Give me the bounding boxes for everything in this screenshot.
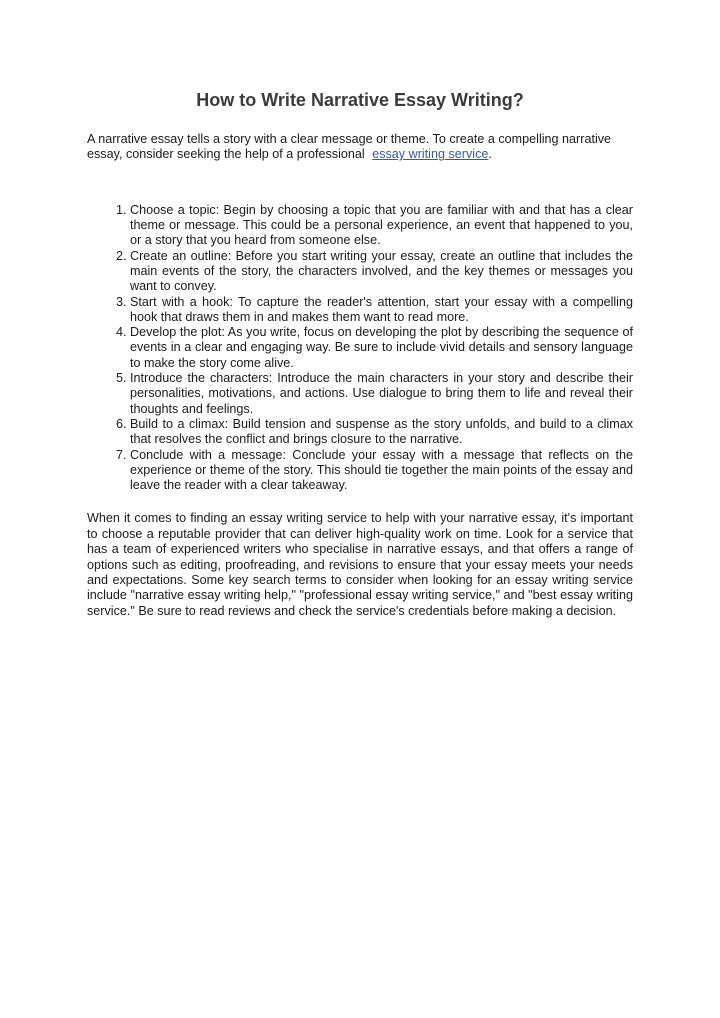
- steps-list: [87, 203, 633, 494]
- list-item: 1. Choose a topic: Begin by choosing a topic that you are familiar with and that has a clear theme or message. This could be a personal experience, an event that happened to you, or a story that you heard from someone else.: [130, 203, 633, 249]
- list-item: 3. Start with a hook: To capture the reader's attention, start your essay with a compelling hook that draws them in and makes them want to read more.: [130, 295, 633, 326]
- intro-end: .: [488, 147, 492, 162]
- document-page: [87, 88, 633, 619]
- intro-paragraph: [87, 132, 633, 163]
- list-item: 6. Build to a climax: Build tension and suspense as the story unfolds, and build to a climax that resolves the conflict and brings closure to the narrative.: [130, 417, 633, 448]
- page-title: How to Write Narrative Essay Writing?: [196, 90, 524, 110]
- list-item: 4. Develop the plot: As you write, focus on developing the plot by describing the sequence of events in a clear and engaging way. Be sure to include vivid details and sensory language to make the story come alive.: [130, 325, 633, 371]
- intro-text: A narrative essay tells a story with a clear message or theme. To create a compelling narrative essay, consider seeking the help of a professional: [87, 132, 612, 162]
- closing-paragraph: When it comes to finding an essay writing service to help with your narrative essay, it's important to choose a reputable provider that can deliver high-quality work on time. Look for a service that has a team of experienced writers who specialise in narrative essays, and that offers a range of options such as editing, proofreading, and revisions to ensure that your essay meets your needs and expectations. Some key search terms to consider when looking for an essay writing service include "narrative essay writing help," "professional essay writing service," and "best essay writing service." Be sure to read reviews and check the service's credentials before making a decision.: [87, 511, 633, 618]
- list-item: 7. Conclude with a message: Conclude your essay with a message that reflects on the experience or theme of the story. This should tie together the main points of the essay and leave the reader with a clear takeaway.: [130, 448, 633, 494]
- list-item: 5. Introduce the characters: Introduce the main characters in your story and describe their personalities, motivations, and actions. Use dialogue to bring them to life and reveal their thoughts and feelings.: [130, 371, 633, 417]
- essay-writing-service-link[interactable]: essay writing service: [372, 147, 489, 162]
- list-item: 2. Create an outline: Before you start writing your essay, create an outline that includes the main events of the story, the characters involved, and the key themes or messages you want to convey.: [130, 249, 633, 295]
